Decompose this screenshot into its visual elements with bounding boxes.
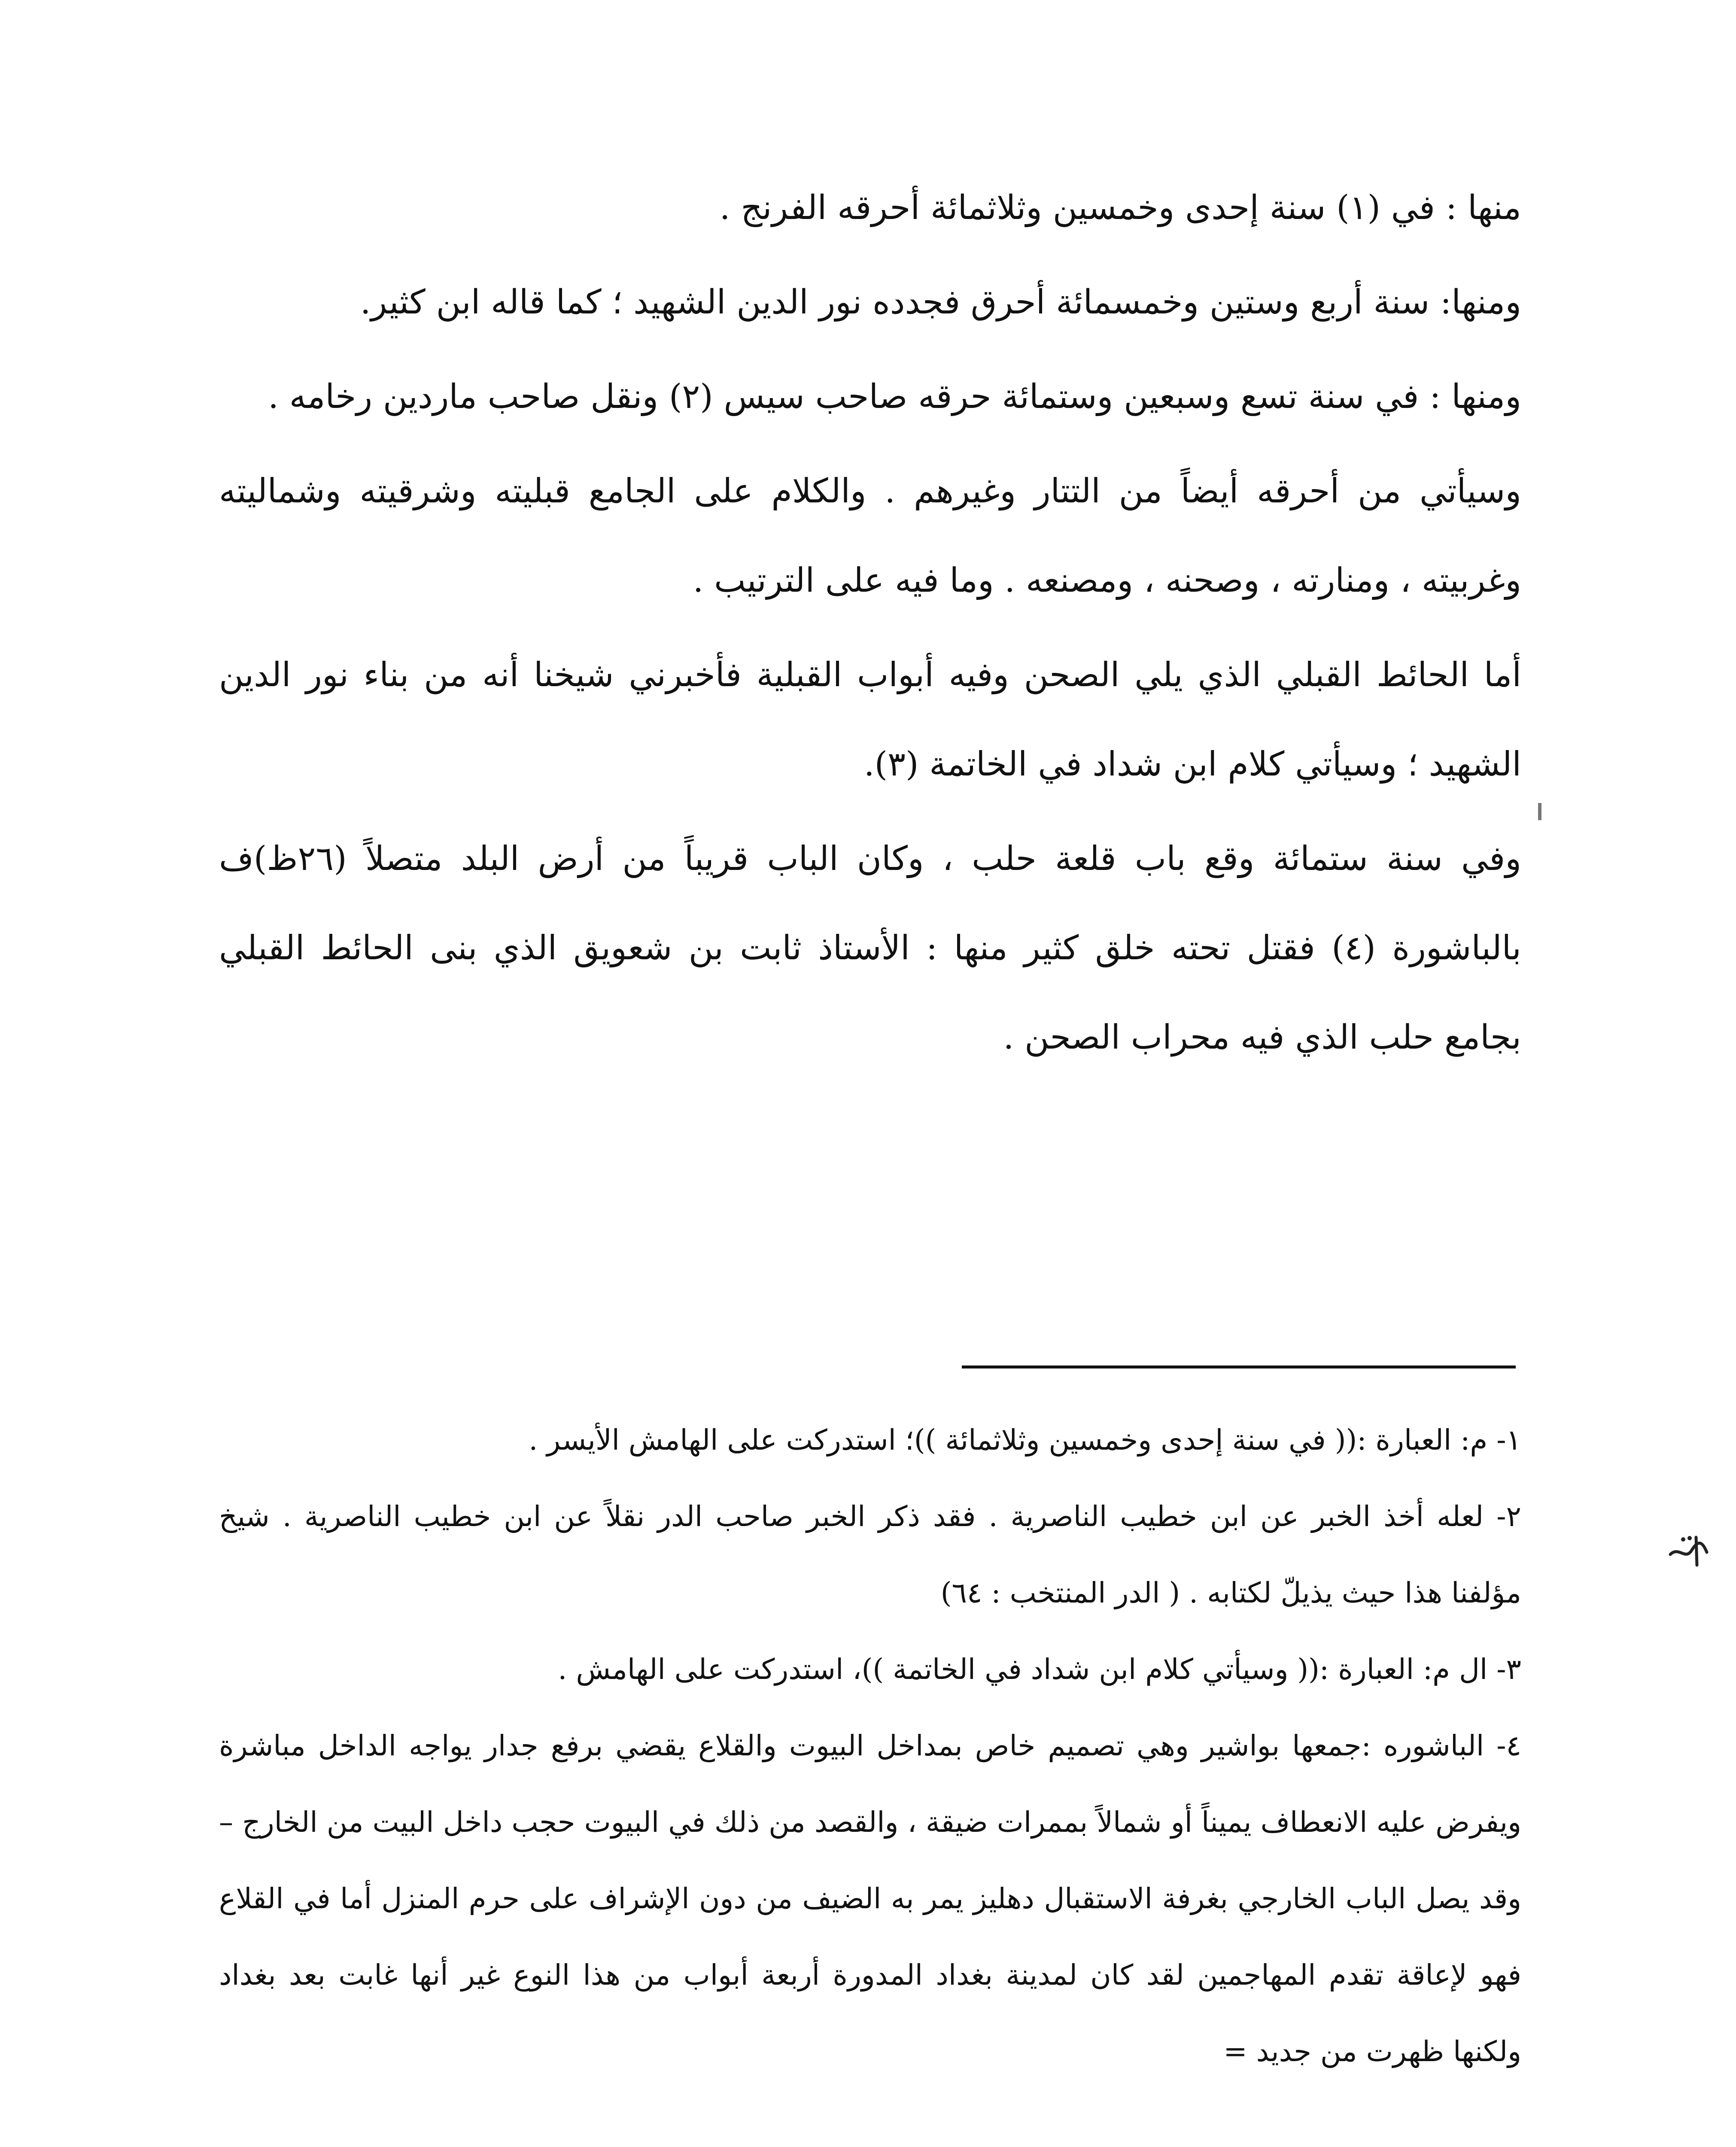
main-text (219, 163, 1521, 1087)
handwritten-margin-mark-icon (1666, 1529, 1713, 1576)
paragraph: وسيأتي من أحرقه أيضاً من التتار وغيرهم . والكلام على الجامع قبليته وشرقيته وشماليته وغربيته ، ومنارته ، وصحنه ، ومصنعه . وما فيه على الترتيب . (219, 472, 1521, 600)
footnote: ٢- لعله أخذ الخبر عن ابن خطيب الناصرية . فقد ذكر الخبر صاحب الدر نقلاً عن ابن خطيب الناصرية . شيخ مؤلفنا هذا حيث يذيلّ لكتابه . ( الدر المنتخب : ٦٤) (219, 1500, 1521, 1609)
footnotes (219, 1402, 1521, 2090)
footnote: ٣- ال م: العبارة :(( وسيأتي كلام ابن شداد في الخاتمة ))، استدركت على الهامش . (558, 1653, 1521, 1686)
paragraph: أما الحائط القبلي الذي يلي الصحن وفيه أبواب القبلية فأخبرني شيخنا أنه من بناء نور الدين الشهيد ؛ وسيأتي كلام ابن شداد في الخاتمة (٣). (219, 656, 1521, 784)
paragraph: ومنها : في سنة تسع وسبعين وستمائة حرقه صاحب سيس (٢) ونقل صاحب ماردين رخامه . (268, 377, 1521, 416)
footnote-separator (962, 1365, 1516, 1368)
paragraph: وفي سنة ستمائة وقع باب قلعة حلب ، وكان الباب قريباً من أرض البلد متصلاً (٢٦ظ)ف بالباشورة (٤) فقتل تحته خلق كثير منها : الأستاذ ثابت بن شعويق الذي بنى الحائط القبلي بجامع حلب الذي فيه محراب الصحن . (219, 839, 1521, 1057)
footnote: ٤- الباشوره :جمعها بواشير وهي تصميم خاص بمداخل البيوت والقلاع يقضي برفع جدار يواجه الداخل مباشرة ويفرض عليه الانعطاف يميناً أو شمالاً بممرات ضيقة ، والقصد من ذلك في البيوت حجب داخل البيت من الخارج – وقد يصل الباب الخارجي بغرفة الاستقبال دهليز يمر به الضيف من دون الإشراف على حرم المنزل أما في القلاع فهو لإعاقة تقدم المهاجمين لقد كان لمدينة بغداد المدورة أربعة أبواب من هذا النوع غير أنها غابت بعد بغداد ولكنها ظهرت من جديد = (219, 1729, 1521, 2068)
footnote: ١- م: العبارة :(( في سنة إحدى وخمسين وثلاثمائة ))؛ استدركت على الهامش الأيسر . (529, 1423, 1521, 1457)
paragraph: منها : في (١) سنة إحدى وخمسين وثلاثمائة أحرقه الفرنج . (719, 189, 1521, 227)
paragraph: ومنها: سنة أربع وستين وخمسمائة أحرق فجدده نور الدين الشهيد ؛ كما قاله ابن كثير. (360, 283, 1521, 322)
margin-tick (1538, 803, 1541, 820)
